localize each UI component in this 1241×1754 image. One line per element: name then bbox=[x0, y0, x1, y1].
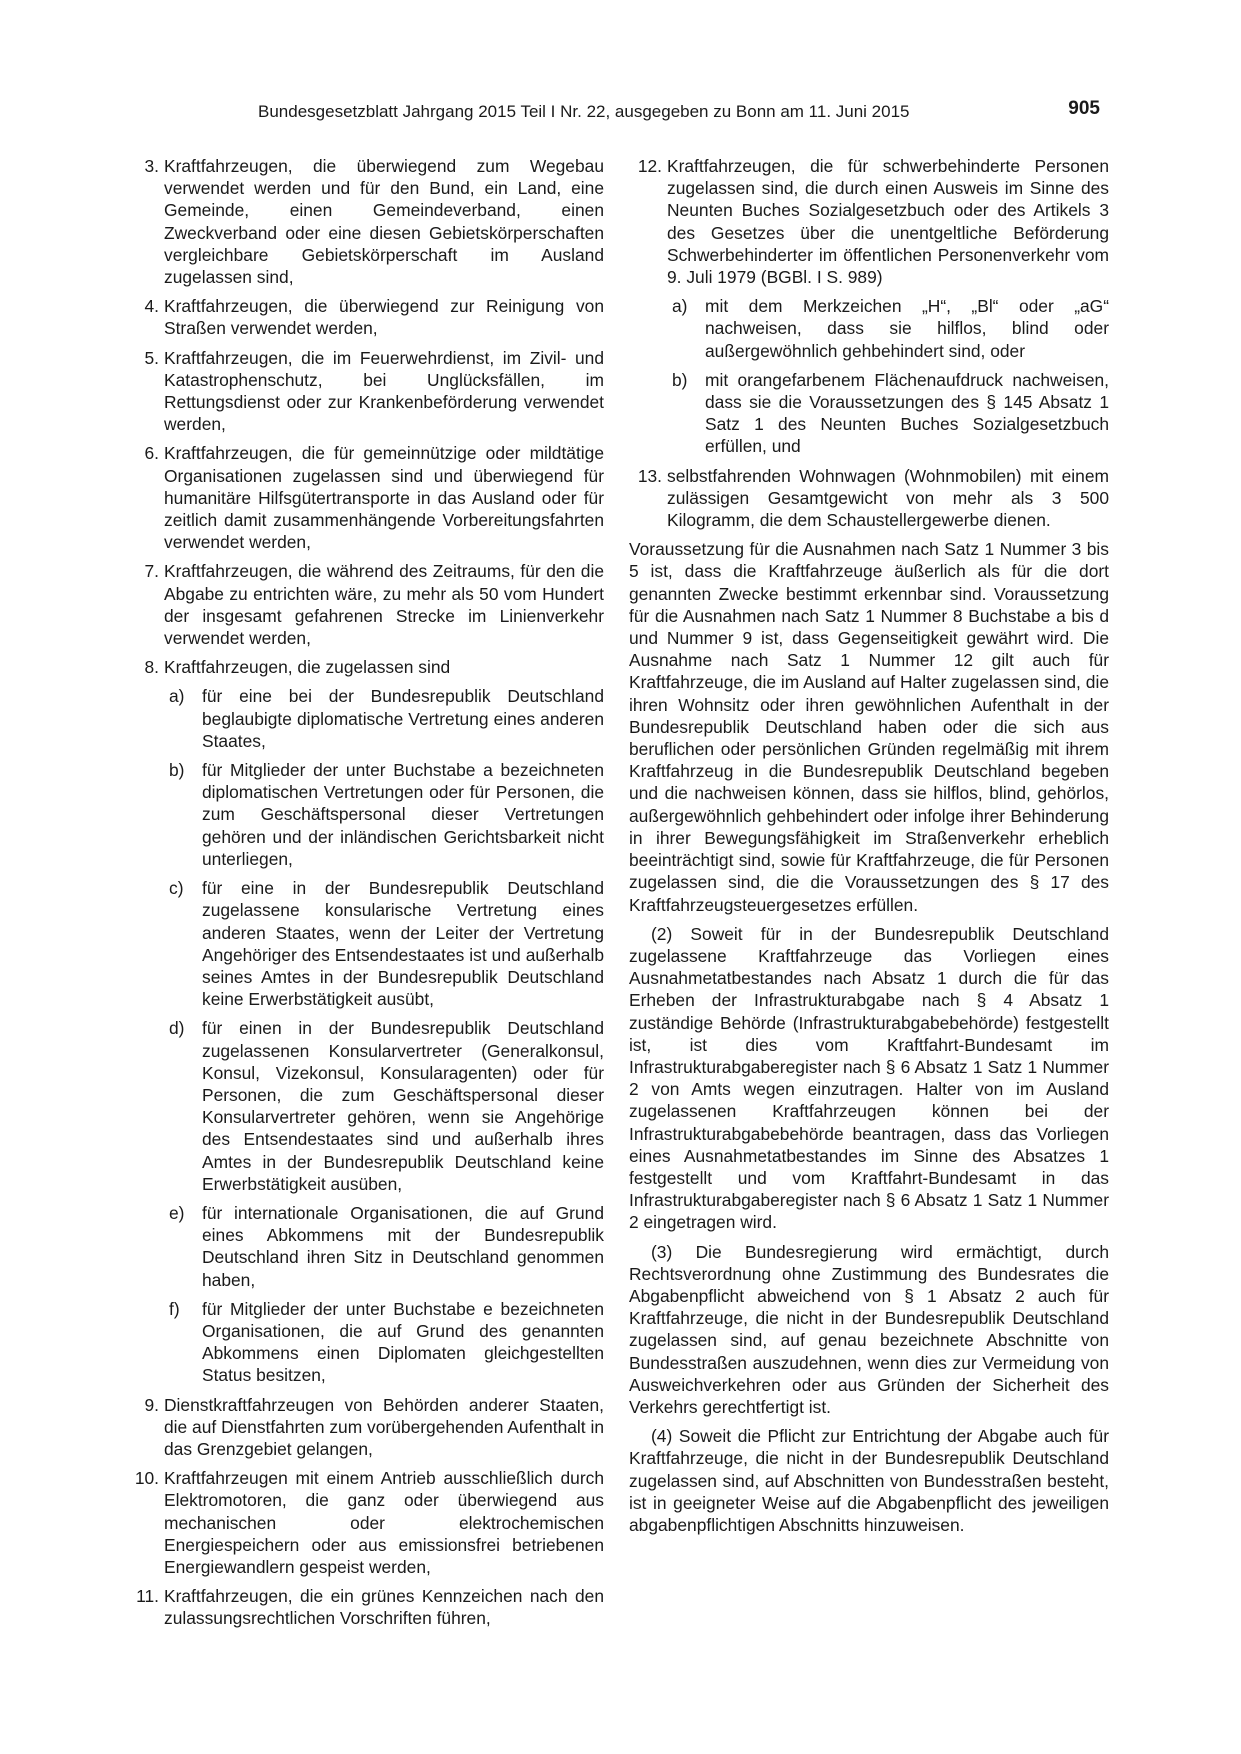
item-text: Kraftfahrzeugen, die überwiegend zur Reinigung von Straßen verwendet werden, bbox=[164, 296, 604, 339]
item-text: Kraftfahrzeugen, die ein grünes Kennzeichen nach den zulassungsrechtlichen Vorschriften führen, bbox=[164, 1586, 604, 1629]
sub-label: c) bbox=[169, 878, 184, 899]
item-text: Kraftfahrzeugen, die im Feuerwehrdienst, im Zivil- und Katastrophenschutz, bei Unglücksfällen, im Rettungsdienst oder zur Krankenbeförderung verwendet werden, bbox=[164, 347, 604, 435]
sub-label: a) bbox=[169, 686, 185, 707]
item-text: Kraftfahrzeugen mit einem Antrieb ausschließlich durch Elektromotoren, die ganz oder überwiegend aus mechanischen oder elektrochemischen Energiespeichern oder aus emissionsfrei betriebenen Energiewandlern gespeist werden, bbox=[164, 1468, 604, 1577]
sub-item bbox=[164, 1017, 604, 1195]
sub-label: b) bbox=[672, 369, 688, 390]
item-number: 9. bbox=[144, 1394, 159, 1415]
item-text: selbstfahrenden Wohnwagen (Wohnmobilen) mit einem zulässigen Gesamtgewicht von mehr als 3 500 Kilogramm, die dem Schaustellergewerbe dienen. bbox=[667, 465, 1109, 531]
item-number: 5. bbox=[144, 347, 159, 368]
sub-item bbox=[667, 369, 1109, 458]
paragraph: Voraussetzung für die Ausnahmen nach Satz 1 Nummer 3 bis 5 ist, dass die Kraftfahrzeuge äußerlich als für die dort genannten Zwecke bestimmt erkennbar sind. Voraussetzung für die Ausnahmen nach Satz 1 Nummer 8 Buchstabe a bis d und Nummer 9 ist, dass Gegenseitigkeit gewährt wird. Die Ausnahme nach Satz 1 Nummer 12 gilt auch für Kraftfahrzeuge, die im Ausland auf Halter zugelassen sind, die ihren Wohnsitz oder ihren gewöhnlichen Aufenthalt in der Bundesrepublik Deutschland haben oder die sich aus beruflichen oder persönlichen Gründen regelmäßig mit ihrem Kraftfahrzeug in die Bundesrepublik Deutschland begeben und die nachweisen können, dass sie hilflos, blind, gehörlos, außergewöhnlich gehbehindert oder infolge ihrer Behinderung in ihrer Bewegungsfähigkeit im Straßenverkehr erheblich beeinträchtigt sind, sowie für Kraftfahrzeuge, die für Personen zugelassen sind, die die Voraussetzungen des § 17 des Kraftfahrzeugsteuergesetzes erfüllen. bbox=[629, 539, 1109, 915]
sub-label: a) bbox=[672, 296, 688, 317]
list-item bbox=[126, 1585, 604, 1629]
item-text: Kraftfahrzeugen, die für gemeinnützige oder mildtätige Organisationen zugelassen sind und überwiegend für humanitäre Hilfsgütertransporte in das Ausland oder für zeitlich damit zusammenhängende Vorbereitungsfahrten verwendet werden, bbox=[164, 443, 604, 553]
sub-list bbox=[164, 685, 604, 1386]
item-text: Dienstkraftfahrzeugen von Behörden anderer Staaten, die auf Dienstfahrten zum vorübergehenden Aufenthalt in das Grenzgebiet gelangen, bbox=[164, 1394, 604, 1459]
sub-list bbox=[667, 295, 1109, 457]
sub-text: für eine in der Bundesrepublik Deutschland zugelassene konsularische Vertretung eines anderen Staates, wenn der Leiter der Vertretung Angehöriger des Entsendestaates ist und außerhalb seines Amtes in der Bundesrepublik Deutschland keine Erwerbstätigkeit ausübt, bbox=[202, 878, 604, 1010]
list-item bbox=[126, 347, 604, 436]
item-number: 10. bbox=[134, 1468, 159, 1489]
sub-text: für Mitglieder der unter Buchstabe e bezeichneten Organisationen, die auf Grund des genannten Abkommens einen Diplomaten gleichgestellten Status besitzen, bbox=[202, 1298, 604, 1386]
sub-item bbox=[164, 759, 604, 870]
sub-label: d) bbox=[169, 1018, 185, 1039]
list-item bbox=[126, 560, 604, 649]
sub-text: für Mitglieder der unter Buchstabe a bezeichneten diplomatischen Vertretungen oder für Personen, die zum Geschäftspersonal dieser Vertretungen gehören und der inländischen Gerichtsbarkeit nicht unterliegen, bbox=[202, 760, 604, 869]
sub-text: mit orangefarbenem Flächenaufdruck nachweisen, dass sie die Voraussetzungen des § 145 Absatz 1 Satz 1 des Neunten Buches Sozialgesetzbuch erfüllen, und bbox=[705, 369, 1109, 457]
item-number: 3. bbox=[144, 156, 159, 176]
item-text: Kraftfahrzeugen, die für schwerbehinderte Personen zugelassen sind, die durch einen Ausweis im Sinne des Neunten Buches Sozialgesetzbuch oder des Artikels 3 des Gesetzes über die unentgeltliche Beförderung Schwerbehinderter im öffentlichen Personenverkehr vom 9. Juli 1979 (BGBl. I S. 989) bbox=[667, 156, 1109, 288]
item-number: 7. bbox=[144, 561, 159, 582]
sub-text: für einen in der Bundesrepublik Deutschland zugelassenen Konsularvertreter (Generalkonsul, Konsul, Vizekonsul, Konsularagenten) oder für Personen, die zum Geschäftspersonal dieser Konsularvertreter gehören, wenn sie Angehörige des Entsendestaates sind und außerhalb ihres Amtes in der Bundesrepublik Deutschland keine Erwerbstätigkeit ausüben, bbox=[202, 1018, 604, 1194]
list-item bbox=[126, 656, 604, 1386]
sub-label: f) bbox=[169, 1298, 180, 1319]
list-item bbox=[629, 155, 1109, 458]
sub-item bbox=[667, 295, 1109, 362]
item-text: Kraftfahrzeugen, die überwiegend zum Wegebau verwendet werden und für den Bund, ein Land, eine Gemeinde, einen Gemeindeverband, einen Zweckverband oder eine diesen Gebietskörperschaften vergleichbare Gebietskörperschaft im Ausland zugelassen sind, bbox=[164, 156, 604, 288]
page-number: 905 bbox=[1068, 98, 1100, 119]
item-text: Kraftfahrzeugen, die während des Zeitraums, für den die Abgabe zu entrichten wäre, zu mehr als 50 vom Hundert der insgesamt gefahrenen Strecke im Linienverkehr verwendet werden, bbox=[164, 561, 604, 649]
sub-text: für internationale Organisationen, die auf Grund eines Abkommens mit der Bundesrepublik Deutschland ihren Sitz in Deutschland genommen haben, bbox=[202, 1202, 604, 1290]
paragraph: (3) Die Bundesregierung wird ermächtigt, durch Rechtsverordnung ohne Zustimmung des Bundesrates die Abgabenpflicht abweichend von § 1 Absatz 2 auch für Kraftfahrzeuge, die nicht in der Bundesrepublik Deutschland zugelassen sind, auf genau bezeichnete Abschnitte von Bundesstraßen auszudehnen, wenn dies zur Vermeidung von Ausweichverkehren oder aus Gründen der Sicherheit des Verkehrs gerechtfertigt ist. bbox=[629, 1241, 1109, 1417]
list-item bbox=[126, 295, 604, 339]
item-number: 12. bbox=[637, 156, 662, 176]
left-column bbox=[126, 155, 604, 1637]
sub-label: b) bbox=[169, 760, 185, 781]
list-item bbox=[126, 1467, 604, 1578]
list-item bbox=[126, 442, 604, 553]
item-text: Kraftfahrzeugen, die zugelassen sind bbox=[164, 657, 451, 678]
item-number: 13. bbox=[637, 465, 662, 486]
sub-item bbox=[164, 1298, 604, 1387]
item-number: 4. bbox=[144, 296, 159, 317]
item-number: 6. bbox=[144, 443, 159, 464]
sub-item bbox=[164, 877, 604, 1010]
paragraph: (4) Soweit die Pflicht zur Entrichtung der Abgabe auch für Kraftfahrzeuge, die nicht in der Bundesrepublik Deutschland zugelassen sind, auf Abschnitten von Bundesstraßen besteht, ist in geeigneter Weise auf die Abgabenpflicht des jeweiligen abgabenpflichtigen Abschnitts hinzuweisen. bbox=[629, 1426, 1109, 1535]
sub-text: mit dem Merkzeichen „H“, „Bl“ oder „aG“ nachweisen, dass sie hilflos, blind oder außergewöhnlich gehbehindert sind, oder bbox=[705, 296, 1109, 361]
list-item bbox=[126, 155, 604, 288]
item-number: 8. bbox=[144, 657, 159, 678]
list-item bbox=[126, 1394, 604, 1461]
right-column bbox=[629, 155, 1109, 1543]
list-item bbox=[629, 465, 1109, 532]
sub-text: für eine bei der Bundesrepublik Deutschland beglaubigte diplomatische Vertretung eines anderen Staates, bbox=[202, 686, 604, 751]
sub-item bbox=[164, 1202, 604, 1291]
header-title: Bundesgesetzblatt Jahrgang 2015 Teil I Nr. 22, ausgegeben zu Bonn am 11. Juni 2015 bbox=[258, 102, 910, 121]
paragraph: (2) Soweit für in der Bundesrepublik Deutschland zugelassene Kraftfahrzeuge das Vorliegen eines Ausnahmetatbestandes nach Absatz 1 durch die für das Erheben der Infrastrukturabgabe nach § 4 Absatz 1 zuständige Behörde (Infrastrukturabgabebehörde) festgestellt ist, ist dies vom Kraftfahrt-Bundesamt im Infrastrukturabgaberegister nach § 6 Absatz 1 Satz 1 Nummer 2 von Amts wegen einzutragen. Halter von im Ausland zugelassenen Kraftfahrzeugen können bei der Infrastrukturabgabebehörde beantragen, dass das Vorliegen eines Ausnahmetatbestandes im Sinne des Absatzes 1 festgestellt und vom Kraftfahrt-Bundesamt in das Infrastrukturabgaberegister nach § 6 Absatz 1 Satz 1 Nummer 2 eingetragen wird. bbox=[629, 923, 1109, 1233]
sub-item bbox=[164, 685, 604, 752]
sub-label: e) bbox=[169, 1202, 185, 1223]
item-number: 11. bbox=[136, 1586, 159, 1607]
